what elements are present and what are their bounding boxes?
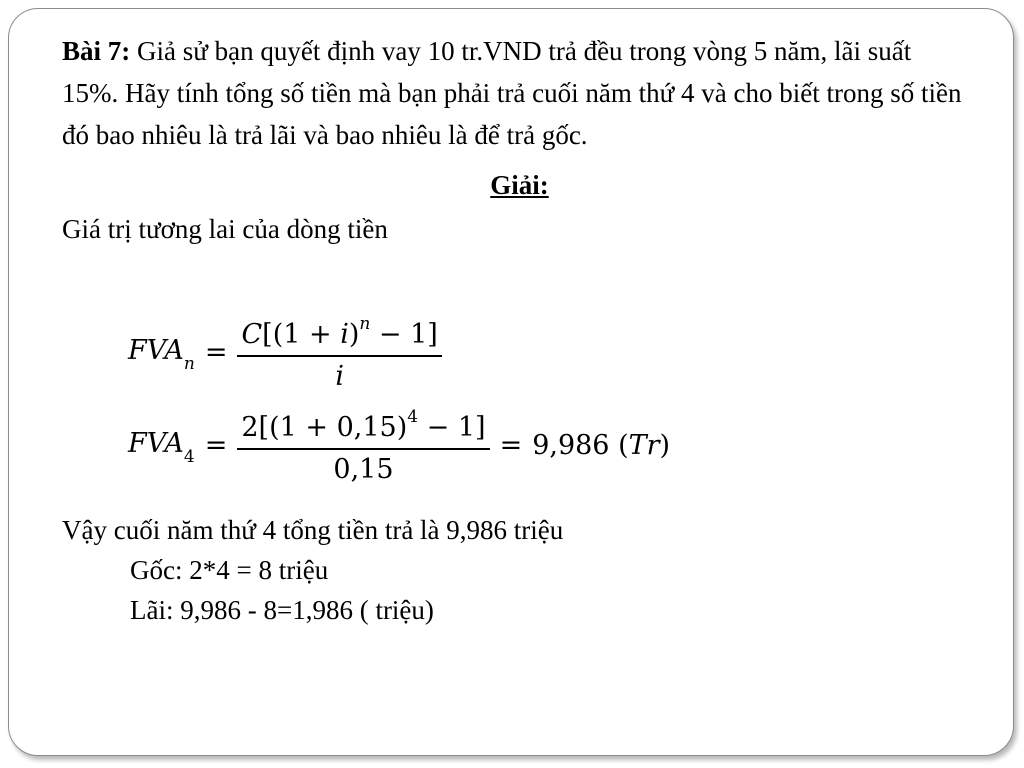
slide-content (62, 30, 967, 250)
formula1-num-i: i (340, 319, 349, 350)
formula1-denominator (335, 357, 344, 395)
formula1-num-c: − 1] (370, 319, 438, 350)
formula-general (128, 310, 452, 395)
formula2-unit: Tr (628, 430, 660, 461)
formula2-numerator (237, 403, 489, 450)
solution-heading: Giải: (490, 170, 549, 200)
formula2-close: ) (659, 430, 671, 461)
conclusion-interest: Lãi: 9,986 - 8=1,986 ( triệu) (130, 595, 434, 625)
conclusion-principal: Gốc: 2*4 = 8 triệu (130, 555, 329, 585)
formula2-equals: = (204, 430, 228, 461)
formula1-lhs (128, 334, 195, 375)
formula1-num-exp: n (359, 314, 371, 334)
conclusion-block (62, 510, 563, 630)
formula1-fraction (237, 310, 441, 395)
formula2-num-exp: 4 (407, 407, 419, 427)
formula2-lhs (128, 427, 195, 468)
formula2-result (532, 430, 670, 461)
formula2-result-value: 9,986 ( (532, 430, 629, 461)
formula1-num-b: ) (348, 319, 360, 350)
formula2-rhs-equals: = (499, 430, 523, 461)
formula1-equals: = (204, 337, 228, 368)
formula-calculation (128, 403, 670, 488)
formula2-denominator: 0,15 (333, 454, 394, 485)
formula1-den: i (335, 361, 344, 392)
problem-label: Bài 7: (62, 36, 131, 66)
intro-line: Giá trị tương lai của dòng tiền (62, 214, 388, 244)
formula2-num-c: − 1] (418, 412, 486, 443)
problem-text: Giả sử bạn quyết định vay 10 tr.VND trả đều trong vòng 5 năm, lãi suất 15%. Hãy tính tổng số tiền mà bạn phải trả cuối năm thứ 4 và cho biết trong số tiền đó bao nhiêu là trả lãi và bao nhiêu là để trả gốc. (62, 36, 962, 150)
formula1-numerator: $C[(1 + i)^n - 1]$ (237, 310, 441, 357)
formula2-lhs-main: FVA (128, 427, 184, 459)
conclusion-total: Vậy cuối năm thứ 4 tổng tiền trả là 9,986 triệu (62, 515, 564, 545)
formula2-fraction (237, 403, 489, 488)
formula2-num-a: 2[(1 + 0,15) (241, 412, 408, 443)
problem-statement (62, 30, 967, 156)
formula2-lhs-sub: 4 (183, 447, 195, 468)
formula1-lhs-sub: n (183, 354, 195, 375)
formula1-lhs-main: FVA (128, 334, 184, 366)
